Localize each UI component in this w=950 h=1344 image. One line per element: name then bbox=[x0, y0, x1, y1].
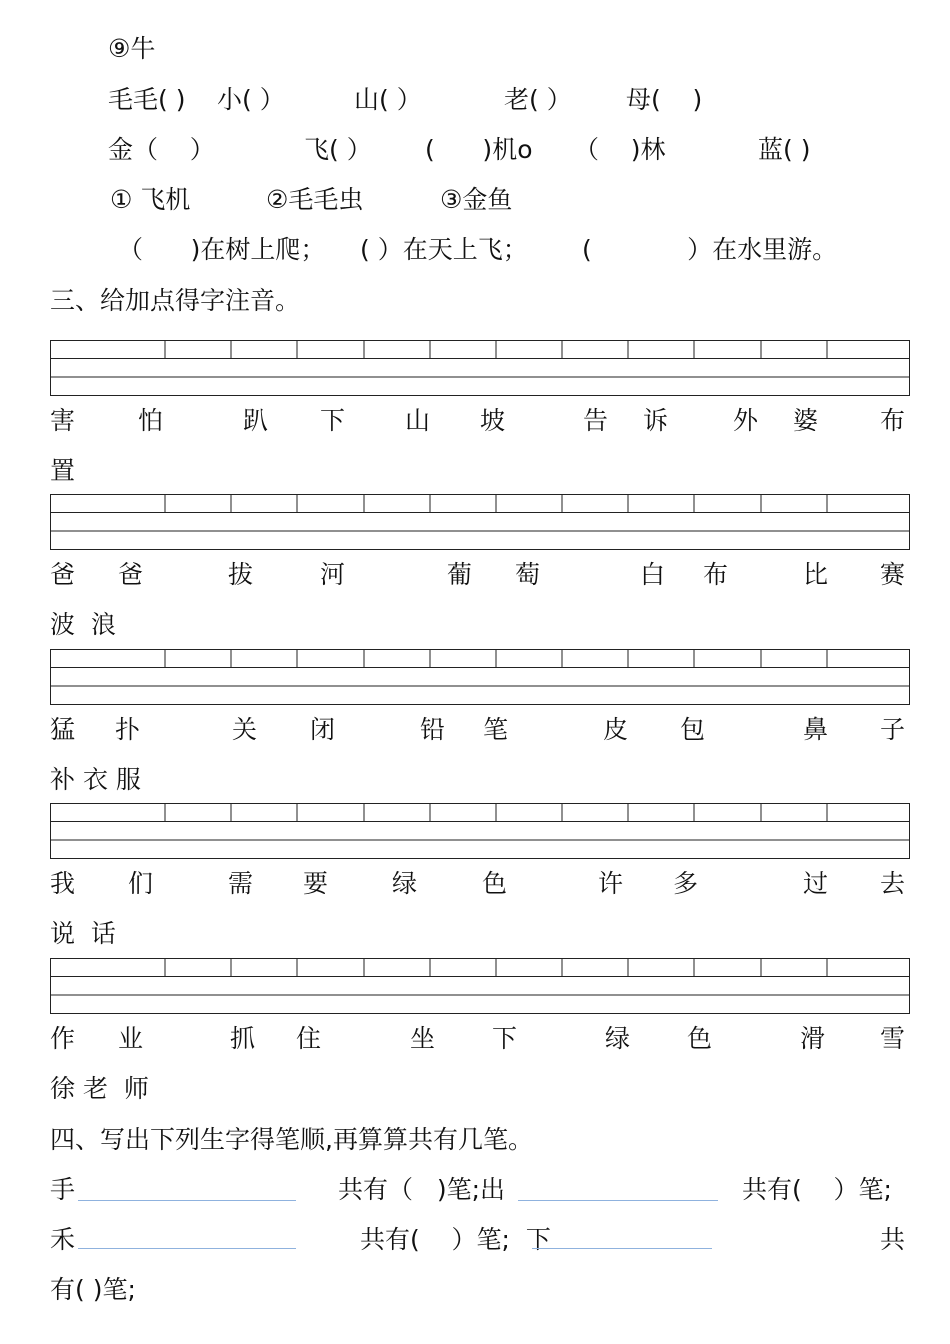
word-jin: 金（ ） bbox=[108, 135, 215, 164]
character: 趴 bbox=[243, 406, 269, 435]
character: 山 bbox=[405, 406, 431, 435]
fill-tree: （ )在树上爬； bbox=[118, 235, 326, 264]
character-row-continued: 徐 老 师 bbox=[50, 1074, 149, 1103]
character: 多 bbox=[673, 869, 699, 898]
character: 怕 bbox=[138, 406, 164, 435]
character: 关 bbox=[232, 715, 258, 744]
character-row-continued: 置 bbox=[50, 456, 76, 485]
character: 河 bbox=[320, 560, 346, 589]
character: 绿 bbox=[392, 869, 418, 898]
character-row bbox=[50, 869, 910, 899]
character-row bbox=[50, 715, 910, 745]
character: 坡 bbox=[480, 406, 506, 435]
character: 闭 bbox=[310, 715, 336, 744]
character: 下 bbox=[320, 406, 346, 435]
character-row bbox=[50, 560, 910, 590]
option-2: ②毛毛虫 bbox=[266, 185, 364, 214]
character: 过 bbox=[803, 869, 829, 898]
character: 要 bbox=[303, 869, 329, 898]
pinyin-grid[interactable] bbox=[50, 649, 910, 705]
option-1: ① 飞机 bbox=[110, 185, 191, 214]
character-row bbox=[50, 1024, 910, 1054]
pinyin-grid[interactable] bbox=[50, 340, 910, 396]
character: 鼻 bbox=[803, 715, 829, 744]
character: 拔 bbox=[228, 560, 254, 589]
pinyin-grid[interactable] bbox=[50, 958, 910, 1014]
character: 许 bbox=[598, 869, 624, 898]
character: 抓 bbox=[230, 1024, 256, 1053]
character: 包 bbox=[680, 715, 706, 744]
character: 色 bbox=[687, 1024, 713, 1053]
character-row bbox=[50, 406, 910, 436]
character: 比 bbox=[803, 560, 829, 589]
word-maomao: 毛毛( ) bbox=[108, 85, 186, 114]
stroke-blank-shou[interactable] bbox=[78, 1200, 296, 1201]
word-lin: （ )林 bbox=[574, 135, 666, 164]
character: 白 bbox=[640, 560, 666, 589]
count-chu: 共有( ）笔; bbox=[742, 1175, 892, 1204]
char-shou: 手 bbox=[50, 1175, 76, 1204]
stroke-blank-xia[interactable] bbox=[532, 1248, 712, 1249]
character: 皮 bbox=[603, 715, 629, 744]
character: 滑 bbox=[800, 1024, 826, 1053]
character-row-continued: 说 话 bbox=[50, 919, 116, 948]
word-lao: 老( ） bbox=[504, 85, 572, 114]
count-shou: 共有（ )笔;出 bbox=[338, 1175, 506, 1204]
character: 们 bbox=[128, 869, 154, 898]
character: 作 bbox=[50, 1024, 76, 1053]
word-shan: 山( ） bbox=[354, 85, 422, 114]
character: 布 bbox=[880, 406, 906, 435]
character: 去 bbox=[880, 869, 906, 898]
character: 色 bbox=[482, 869, 508, 898]
word-ji: ( )机o bbox=[425, 135, 533, 164]
fill-water: ( ）在水里游。 bbox=[582, 235, 838, 264]
character-row-continued: 波 浪 bbox=[50, 610, 116, 639]
char-he: 禾 bbox=[50, 1225, 76, 1254]
character: 绿 bbox=[605, 1024, 631, 1053]
character: 葡 bbox=[447, 560, 473, 589]
count-he: 共有( ）笔; 下 bbox=[360, 1225, 551, 1254]
stroke-blank-chu[interactable] bbox=[518, 1200, 718, 1201]
character: 业 bbox=[118, 1024, 144, 1053]
fill-sky: ( ）在天上飞； bbox=[360, 235, 528, 264]
word-lan: 蓝( ) bbox=[758, 135, 811, 164]
option-3: ③金鱼 bbox=[440, 185, 513, 214]
character: 萄 bbox=[515, 560, 541, 589]
pinyin-grid[interactable] bbox=[50, 803, 910, 859]
word-xiao: 小( ） bbox=[217, 85, 285, 114]
character: 需 bbox=[228, 869, 254, 898]
character: 赛 bbox=[880, 560, 906, 589]
word-fei: 飞( ） bbox=[304, 135, 372, 164]
character: 笔 bbox=[483, 715, 509, 744]
character: 猛 bbox=[50, 715, 76, 744]
count-xia-start: 共 bbox=[880, 1225, 906, 1254]
character: 婆 bbox=[793, 406, 819, 435]
character: 害 bbox=[50, 406, 76, 435]
character: 下 bbox=[492, 1024, 518, 1053]
character: 扑 bbox=[115, 715, 141, 744]
section4-title: 四、写出下列生字得笔顺,再算算共有几笔。 bbox=[50, 1125, 533, 1154]
character: 子 bbox=[880, 715, 906, 744]
character: 雪 bbox=[880, 1024, 906, 1053]
pinyin-grid[interactable] bbox=[50, 494, 910, 550]
character: 我 bbox=[50, 869, 76, 898]
character: 铅 bbox=[420, 715, 446, 744]
character: 诉 bbox=[643, 406, 669, 435]
character: 住 bbox=[296, 1024, 322, 1053]
character: 外 bbox=[733, 406, 759, 435]
section3-title: 三、给加点得字注音。 bbox=[50, 286, 301, 315]
word-mu: 母( ) bbox=[626, 85, 703, 114]
count-xia-end: 有( )笔; bbox=[50, 1275, 136, 1304]
character: 布 bbox=[703, 560, 729, 589]
character: 告 bbox=[583, 406, 609, 435]
character: 坐 bbox=[410, 1024, 436, 1053]
character: 爸 bbox=[50, 560, 76, 589]
item-9: ⑨牛 bbox=[108, 34, 156, 63]
stroke-blank-he[interactable] bbox=[78, 1248, 296, 1249]
character: 爸 bbox=[118, 560, 144, 589]
character-row-continued: 补 衣 服 bbox=[50, 765, 141, 794]
